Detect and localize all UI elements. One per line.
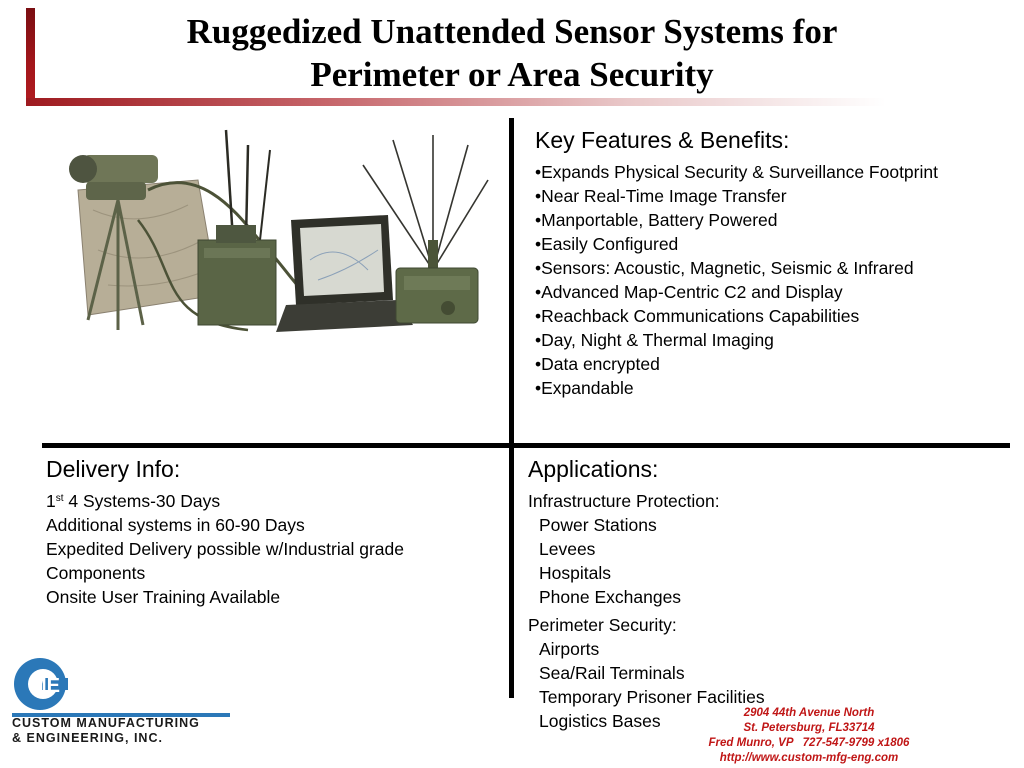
divider-vertical bbox=[509, 118, 514, 698]
application-item: Hospitals bbox=[539, 563, 611, 583]
delivery-line: Additional systems in 60-90 Days bbox=[46, 515, 305, 535]
accent-bar-horizontal bbox=[26, 98, 886, 106]
key-features-list bbox=[535, 160, 1015, 400]
sensor-equipment-photo bbox=[48, 120, 498, 350]
feature-item: •Easily Configured bbox=[535, 234, 679, 254]
feature-item: •Advanced Map-Centric C2 and Display bbox=[535, 282, 843, 302]
delivery-line: Components bbox=[46, 563, 146, 583]
application-item: Temporary Prisoner Facilities bbox=[539, 687, 765, 707]
feature-item: •Data encrypted bbox=[535, 354, 660, 374]
delivery-line: Expedited Delivery possible w/Industrial grade bbox=[46, 539, 404, 559]
perimeter-security-label: Perimeter Security: bbox=[528, 615, 677, 635]
cme-logo-mark-icon bbox=[12, 656, 68, 712]
address-street: 2904 44th Avenue North bbox=[743, 707, 875, 719]
delivery-info-section bbox=[46, 455, 506, 609]
page-title-line-2: Perimeter or Area Security bbox=[310, 55, 714, 94]
contact-address bbox=[686, 706, 932, 766]
address-url[interactable]: http://www.custom-mfg-eng.com bbox=[719, 752, 899, 764]
company-logo bbox=[12, 656, 232, 751]
infrastructure-protection-label: Infrastructure Protection: bbox=[528, 491, 720, 511]
application-item: Levees bbox=[539, 539, 596, 559]
key-features-heading: Key Features & Benefits: bbox=[535, 127, 790, 153]
application-item: Sea/Rail Terminals bbox=[539, 663, 685, 683]
feature-item: •Manportable, Battery Powered bbox=[535, 210, 778, 230]
delivery-first-text: 4 Systems-30 Days bbox=[63, 491, 221, 511]
application-item: Logistics Bases bbox=[539, 711, 661, 731]
application-item: Power Stations bbox=[539, 515, 657, 535]
applications-heading: Applications: bbox=[528, 456, 659, 482]
feature-item: •Expands Physical Security & Surveillance Footprint bbox=[535, 162, 938, 182]
company-name-line-1: CUSTOM MANUFACTURING bbox=[12, 716, 200, 730]
delivery-first-suffix: st bbox=[55, 493, 64, 504]
feature-item: •Reachback Communications Capabilities bbox=[535, 306, 860, 326]
svg-text:ME: ME bbox=[30, 675, 60, 697]
delivery-line: Onsite User Training Available bbox=[46, 587, 281, 607]
feature-item: •Sensors: Acoustic, Magnetic, Seismic & Infrared bbox=[535, 258, 914, 278]
divider-horizontal bbox=[42, 443, 1010, 448]
company-name bbox=[12, 716, 200, 746]
address-city: St. Petersburg, FL33714 bbox=[743, 722, 875, 734]
application-item: Airports bbox=[539, 639, 600, 659]
feature-item: •Day, Night & Thermal Imaging bbox=[535, 330, 774, 350]
delivery-line-first bbox=[46, 489, 506, 513]
company-name-line-2: & ENGINEERING, INC. bbox=[12, 731, 163, 745]
page-title-line-1: Ruggedized Unattended Sensor Systems for bbox=[186, 12, 838, 51]
applications-section bbox=[528, 455, 1008, 733]
delivery-info-heading: Delivery Info: bbox=[46, 456, 181, 482]
feature-item: •Expandable bbox=[535, 378, 634, 398]
application-item: Phone Exchanges bbox=[539, 587, 682, 607]
feature-item: •Near Real-Time Image Transfer bbox=[535, 186, 787, 206]
sensor-equipment-illustration bbox=[48, 120, 498, 350]
key-features-section bbox=[535, 126, 1015, 400]
accent-bar-vertical bbox=[26, 8, 35, 104]
delivery-first-number: 1 bbox=[46, 491, 56, 511]
page-title bbox=[40, 10, 984, 96]
address-contact: Fred Munro, VP 727-547-9799 x1806 bbox=[708, 737, 910, 749]
